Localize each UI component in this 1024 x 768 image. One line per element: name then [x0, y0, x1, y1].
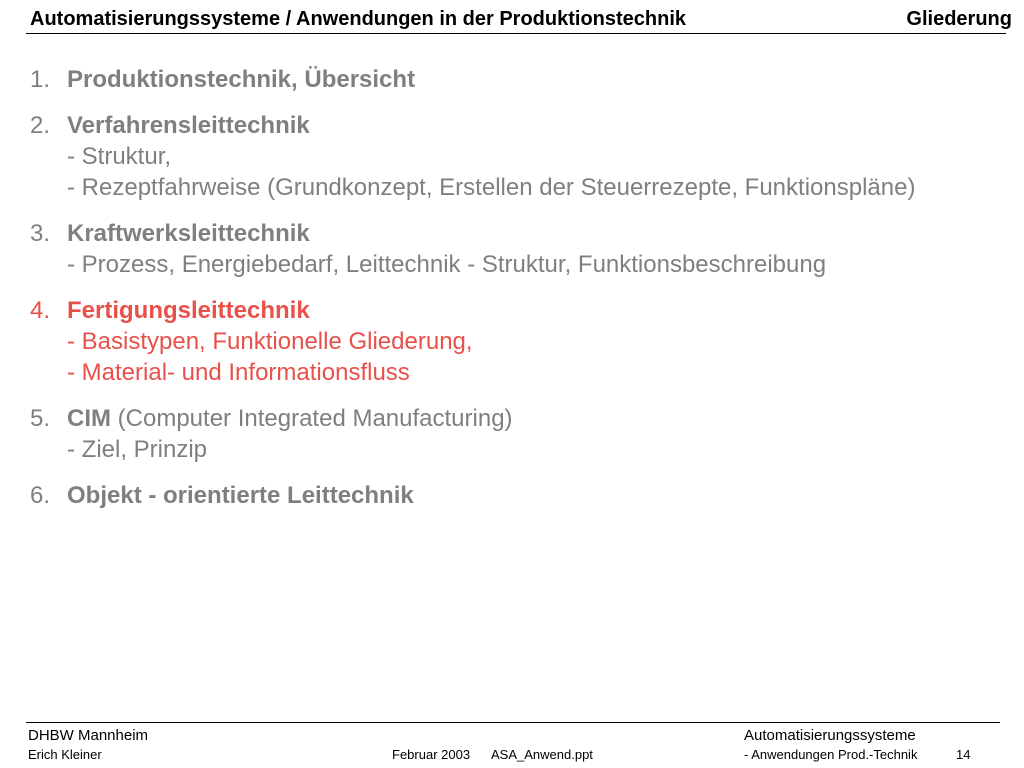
outline-item-title: Objekt - orientierte Leittechnik — [67, 482, 414, 509]
header-divider — [26, 33, 1006, 34]
outline-item-6 — [30, 480, 1000, 511]
outline-subitem: - Struktur, — [67, 143, 172, 170]
outline-item-2 — [30, 110, 1000, 203]
outline-subitem: - Basistypen, Funktionelle Gliederung, — [67, 328, 473, 355]
outline-item-title: Kraftwerksleittechnik — [67, 220, 310, 247]
footer-course-subtitle: - Anwendungen Prod.-Technik — [744, 747, 918, 762]
outline-list — [30, 64, 1000, 526]
outline-subitem: - Prozess, Energiebedarf, Leittechnik - Struktur, Funktionsbeschreibung — [67, 251, 827, 278]
footer-author: Erich Kleiner — [28, 747, 102, 762]
footer-institution: DHBW Mannheim — [28, 727, 149, 744]
footer-divider — [26, 722, 1000, 723]
outline-item-number: 6. — [30, 482, 51, 509]
outline-item-4-current — [30, 295, 1000, 388]
outline-item-5 — [30, 403, 1000, 465]
outline-subitem: - Material- und Informationsfluss — [67, 359, 410, 386]
footer-date: Februar 2003 — [392, 747, 471, 762]
header-section: Gliederung — [906, 8, 1012, 30]
outline-item-title-extra: (Computer Integrated Manufacturing) — [111, 405, 513, 432]
footer-page-number: 14 — [956, 747, 971, 762]
footer-course-title: Automatisierungssysteme — [744, 727, 916, 744]
footer-filename: ASA_Anwend.ppt — [491, 747, 593, 762]
outline-item-title: Verfahrensleittechnik — [67, 112, 310, 139]
outline-item-3 — [30, 218, 1000, 280]
outline-item-1 — [30, 64, 1000, 95]
outline-item-number: 1. — [30, 66, 51, 93]
outline-item-number: 5. — [30, 405, 51, 432]
outline-subitem: - Rezeptfahrweise (Grundkonzept, Erstellen der Steuerrezepte, Funktionspläne) — [67, 174, 916, 201]
outline-item-title: Fertigungsleittechnik — [67, 297, 310, 324]
outline-item-number: 3. — [30, 220, 51, 247]
header-title: Automatisierungssysteme / Anwendungen in der Produktionstechnik — [30, 8, 687, 30]
outline-item-number: 4. — [30, 297, 51, 324]
outline-item-title: Produktionstechnik, Übersicht — [67, 66, 416, 93]
outline-item-number: 2. — [30, 112, 51, 139]
outline-item-title: CIM — [67, 405, 111, 432]
outline-subitem: - Ziel, Prinzip — [67, 436, 208, 463]
